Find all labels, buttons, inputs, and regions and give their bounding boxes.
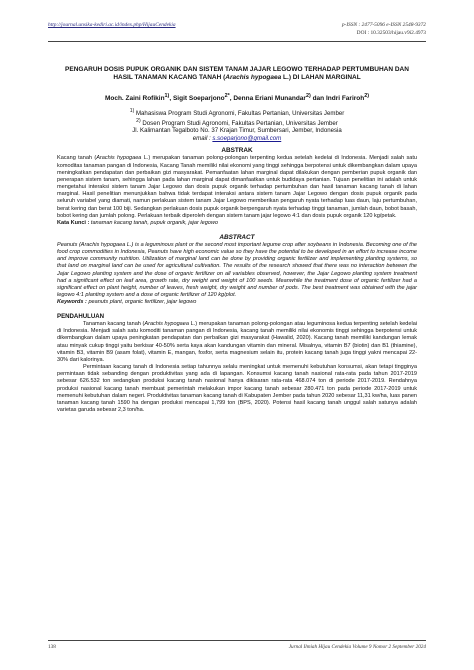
journal-name: Jurnal Ilmiah Hijau Cendekia Volume 9 Nomor 2 September 2024 [288, 644, 426, 650]
footer-divider [48, 640, 426, 641]
issn-text: p-ISSN : 2477-5096 e-ISSN 2548-9372 [341, 22, 426, 28]
address: Jl. Kalimantan Tegalboto No. 37 Krajan Timur, Sumbersari, Jember, Indonesia [132, 127, 342, 135]
header-divider [48, 41, 426, 42]
abstract-text: Peanuts (Arachis hypogaea L.) is a leguminous plant or the second most important legume crop after soybeans in Indonesia. Becoming one of the food crop commodities in Indonesia, Peanuts have high economic value so they have the potential to be developed in an effort to increase income and improve community nutrition. Utilization of marginal land can be done by providing organic fertilizer and implementing planting systems, so that land on marginal land can be used for agricultural cultivation. The results of the research showed that there was no interaction between the Jajar Legowo planting system and the dose of organic fertilizer on all variables observed, however, the Jajar Legowo planting system treatment had a significant effect on leaf area, growth rate, dry weight and weight of 100 seeds. Meanwhile the treatment dose of organic fertilizer had a significant effect on plant height, number of leaves, fresh weight, dry weight and number of pods. The best treatment was obtained with the jajar legowo 4:1 planting system and a dose of organic fertilizer of 120 kg/plot. [57, 241, 417, 299]
kata-kunci: Kata Kunci : tanaman kacang tanah, pupuk organik, jajar legowo [57, 219, 218, 226]
author-name: , Denna Eriani Munandar [229, 94, 306, 102]
abstract-heading: ABSTRACT [219, 233, 255, 241]
page-header [48, 22, 426, 46]
author-name: dan Indri Fariroh [310, 94, 365, 102]
doi-text: DOI : 10.32503/hijau.v9i2.4973 [356, 30, 426, 36]
abstrak-heading: ABSTRAK [221, 147, 253, 155]
affiliations [57, 108, 417, 142]
abstrak-text: Kacang tanah (Arachis hypogaea L.) merupakan tanaman polong-polongan terpenting kedua setelah kedelai di Indonesia. Menjadi salah satu komoditas tanaman pangan di Indonesia, Kacang Tanah memiliki nilai ekonomi yang tinggi sehingga berpotensi untuk dikembangkan dalam upaya meningkatkan pendapatan dan perbaikan gizi masyarakat. Pemanfaatan lahan marginal dapat dilakukan dengan pemberian pupuk organik dan penerapan sistem tanam, sehingga lahan pada lahan marginal dapat dimanfaatkan untuk budidaya pertanian. Tujuan penelitian ini adalah untuk mengetahui interaksi sistem tanam Jajar Legowo dan dosis pupuk organik terhadap pertumbuhan dan hasil tanaman kacang tanah di lahan marginal. Hasil penelitian menunjukkan bahwa tidak terdapat interaksi antara sistem tanam Jajar Legowo dengan dosis pupuk organik pada seluruh variabel yang diamati, namun perlakuan sistem tanam Jajar Legowo memberikan pengaruh nyata terhadap luas daun, laju pertumbuhan, berat kering dan berat 100 biji. Sedangkan perlakuan dosis pupuk organik berpengaruh nyata terhadap tinggi tanaman, jumlah daun, bobot basah, bobot kering dan jumlah polong. Perlakuan terbaik diperoleh dengan sistem tanam jajar legowo 4:1 dan dosis pupuk organik 120 kg/petak. [57, 155, 418, 219]
affiliation-1: $^{1)}$ Mahasiswa Program Studi Agronomi, Fakultas Pertanian, Universitas Jember [129, 107, 345, 117]
page-number: 138 [48, 644, 56, 650]
pendahuluan-heading: PENDAHULUAN [57, 313, 105, 321]
author-name: , Sigit Soeparjono [169, 94, 225, 102]
article-body [57, 66, 417, 414]
email-link[interactable]: s.soeparjono@gmail.com [212, 134, 282, 142]
author-name: Moch. Zaini Rofikin [104, 94, 165, 102]
pendahuluan-paragraph-2: Permintaan kacang tanah di Indonesia setiap tahunnya selalu meningkat untuk memenuhi kebutuhan konsumsi, akan tetapi tingginya permintaan tidak sebanding dengan produktivitas yang ada di lapangan. Konsumsi kacang tanah nasional rata-rata pada tahun 2017-2019 sebesar 626.532 ton sedangkan produksi kacang tanah nasional hanya dikisaran rata-rata 468.074 ton di periode 2017-2019. Rendahnya produksi nasional kacang tanah membuat pemerintah melakukan impor kacang tanah sebesar 280.471 ton pada periode 2017-2019 untuk memenuhi kebutuhan dalam negeri. Produktivitas tanaman kacang tanah di Kabupaten Jember pada tahun 2020 sebesar 11,31 kw/ha, luas panen tanaman kacang tanah 1590 ha dengan produksi mencapai 1,799 ton (BPS, 2020). Potensi hasil kacang tanah unggul salah satunya adalah varietas garuda sebesar 2,3 ton/ha. [57, 364, 417, 414]
article-title: PENGARUH DOSIS PUPUK ORGANIK DAN SISTEM TANAM JAJAR LEGOWO TERHADAP PERTUMBUHAN DAN HASIL TANAMAN KACANG TANAH (Arachis hypogaea L.) DI LAHAN MARGINAL [65, 66, 409, 82]
keywords: Keywords : peanuts plant, organic fertilizer, jajar legowo [57, 299, 197, 306]
pendahuluan-paragraph-1: Tanaman kacang tanah (Arachis hypogaea L.) merupakan tanaman polong-polongan atau leguminosa kedua terpenting setelah kedelai di Indonesia. Menjadi salah satu komoditi tanaman pangan di Indonesia, kacang tanah memiliki nilai ekonomis tinggi sehingga berpotensi untuk dikembangkan dalam upaya peningkatan pendapatan dan perbaikan gizi masyarakat (Hawalid, 2020). Kacang tanah memiliki kandungan lemak atau minyak cukup tinggi yaitu berkisar 40-50% serta kaya akan kandungan vitamin dan mineral. Misalnya, vitamin B7 (biotin) dan B1 (thiamine), vitamin B3, vitamin B9 (asam folat), vitamin E, mangan, fosfor, serta magnesium selain itu, protein kacang tanah juga tinggi yakni mencapai 22-30% dari kalorinya. [57, 321, 418, 363]
author-list: Moch. Zaini Rofikin$^{1)}$, Sigit Soeparjono$^{2*}$, Denna Eriani Munandar$^{2)}$ dan Indri Fariroh$^{2)}$ [104, 92, 370, 102]
email-line: email : s.soeparjono@gmail.com [192, 134, 282, 142]
journal-url-link[interactable]: http://journal.unsika-kediri.ac.id/index.php/HijauCendekia [48, 22, 176, 28]
affiliation-2: $^{2)}$ Dosen Program Studi Agronomi, Fakultas Pertanian, Universitas Jember [136, 117, 338, 127]
